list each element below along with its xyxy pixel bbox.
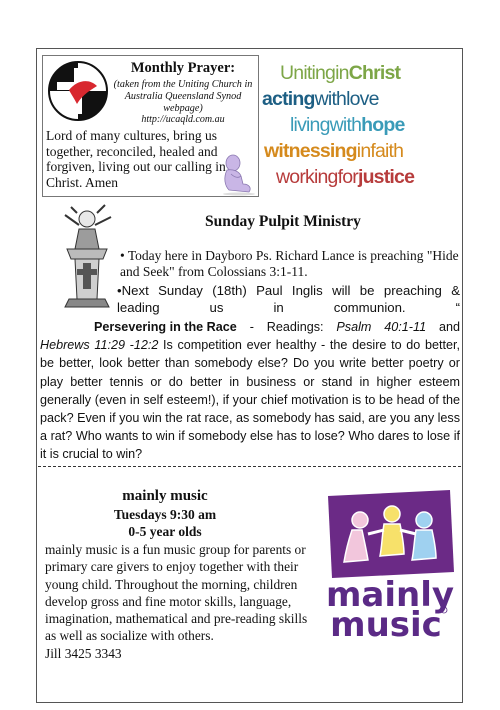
motto-line-1: UnitinginChrist — [280, 62, 401, 84]
preacher-pulpit-illustration — [55, 203, 120, 311]
prayer-url[interactable]: http://ucaqld.com.au — [141, 114, 225, 125]
pulpit-bullet-today: • Today here in Dayboro Ps. Richard Lance is preaching "Hide and Seek" from Colossians 3:1-11. — [120, 248, 459, 279]
pulpit-title: Sunday Pulpit Ministry — [205, 213, 361, 230]
reading-hebrews: Hebrews 11:29 -12:2 — [40, 338, 159, 353]
prayer-text: Lord of many cultures, bring us together, reconciled, healed and forgiven, living out our calling in Christ. Amen — [46, 128, 226, 190]
music-contact: Jill 3425 3343 — [45, 645, 122, 661]
monthly-prayer-box — [42, 55, 259, 197]
pulpit-bullet-next-sunday: •Next Sunday (18th) Paul Inglis will be preaching & leading us in communion. “ — [117, 283, 460, 315]
prayer-source: (taken from the Uniting Church in Australia Queensland Synod webpage) — [113, 79, 253, 114]
motto-line-4: witnessinginfaith — [264, 140, 404, 162]
mainly-music-logo — [324, 490, 456, 640]
uniting-church-logo — [47, 60, 109, 122]
music-title: mainly music — [122, 488, 208, 504]
motto-line-3: livingwithhope — [290, 114, 405, 136]
svg-text:music: music — [330, 605, 442, 640]
reading-psalm: Psalm 40:1-11 — [336, 320, 427, 334]
kneeling-figure-icon — [219, 154, 259, 196]
svg-text:mainly: mainly — [325, 575, 455, 615]
music-day: Tuesdays 9:30 am — [113, 507, 217, 522]
section-divider — [38, 466, 461, 467]
music-ages: 0-5 year olds — [128, 523, 202, 539]
prayer-title: Monthly Prayer: — [130, 60, 236, 76]
music-schedule — [42, 507, 288, 540]
music-description: mainly music is a fun music group for parents or primary care givers to enjoy together with their young child. Throughout the morning, children develop gross and fine motor skills, language, imagination, mathematical and pre-reading skills as well as socialize with others. Jill 3425 3343 — [45, 542, 308, 661]
uniting-motto — [258, 60, 463, 190]
pulpit-reflection: Persevering in the Race - Readings: Psalm 40:1-11 and Hebrews 11:29 -12:2 Is competition ever healthy - the desire to do better, be better, look better than somebody else? Do you write better poetry or play better tennis or do better in business or stand in higher esteem generally (even in self esteem!), if your chief motivation is to be head of the pack? Even if you win the rat race, as somebody has said, are you any less a rat? Who wants to win if somebody else has to lose? Who dares to lose if it is crucial to win? — [40, 320, 461, 462]
motto-line-5: workingforjustice — [276, 166, 415, 188]
motto-line-2: actingwithlove — [262, 88, 379, 110]
sermon-topic: Persevering in the Race — [94, 320, 237, 334]
